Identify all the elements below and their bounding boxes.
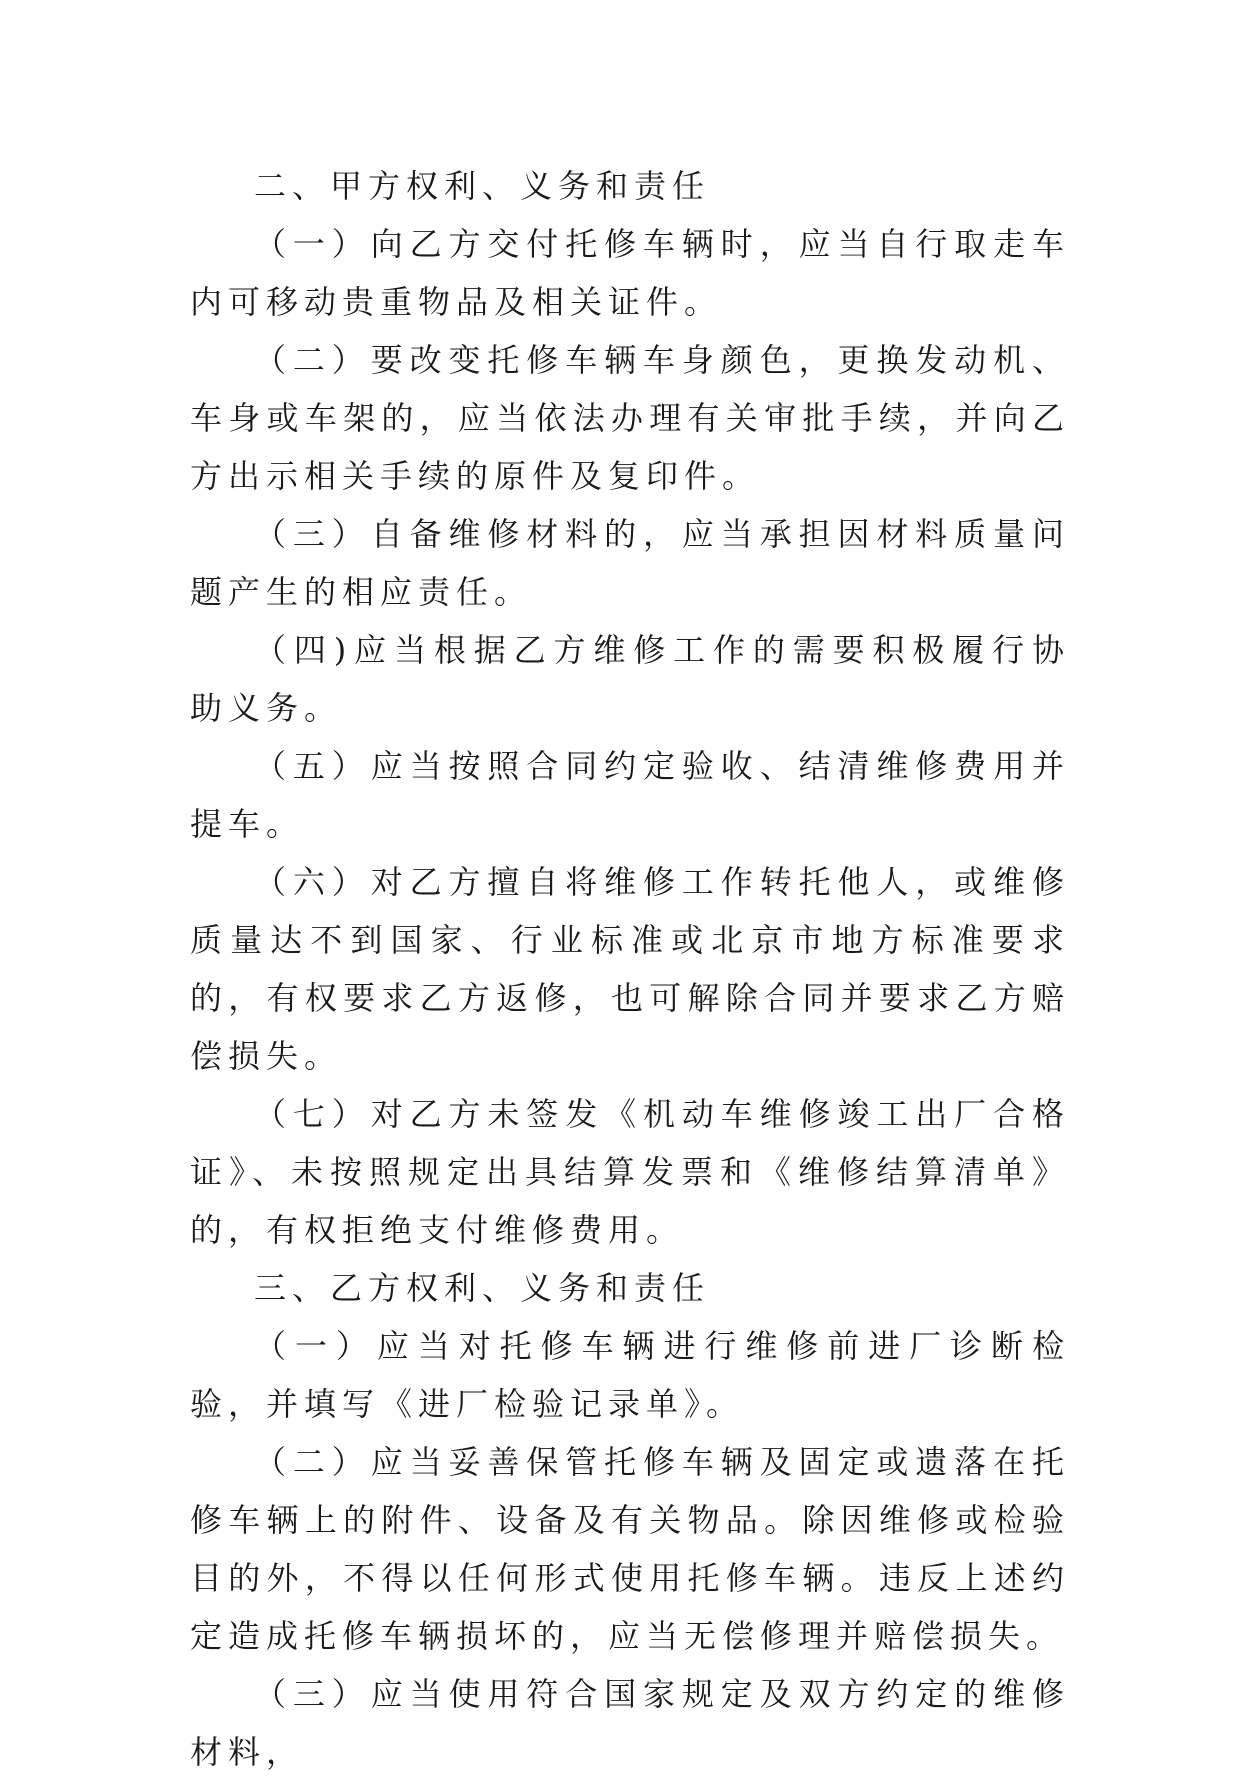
clause-b-2: （二）应当妥善保管托修车辆及固定或遗落在托修车辆上的附件、设备及有关物品。除因维修或检验目的外，不得以任何形式使用托修车辆。违反上述约定造成托修车辆损坏的，应当无偿修理并赔偿损失。 [190,1443,1070,1655]
clause-a-1: （一）向乙方交付托修车辆时，应当自行取走车内可移动贵重物品及相关证件。 [190,225,1070,321]
section-heading-party-a: 二、甲方权利、义务和责任 [254,167,711,205]
section-heading-party-b: 三、乙方权利、义务和责任 [254,1269,711,1307]
clause-a-2: （二）要改变托修车辆车身颜色，更换发动机、车身或车架的，应当依法办理有关审批手续，并向乙方出示相关手续的原件及复印件。 [190,341,1070,495]
clause-a-7: （七）对乙方未签发《机动车维修竣工出厂合格证》、未按照规定出具结算发票和《维修结算清单》的，有权拒绝支付维修费用。 [190,1095,1070,1249]
clause-a-3: （三）自备维修材料的，应当承担因材料质量问题产生的相应责任。 [190,515,1070,611]
clause-b-1: （一）应当对托修车辆进行维修前进厂诊断检验，并填写《进厂检验记录单》。 [190,1327,1070,1423]
clause-b-3: （三）应当使用符合国家规定及双方约定的维修材料， [190,1675,1070,1771]
clause-a-6: （六）对乙方擅自将维修工作转托他人，或维修质量达不到国家、行业标准或北京市地方标准要求的，有权要求乙方返修，也可解除合同并要求乙方赔偿损失。 [190,863,1070,1075]
clause-a-4: （四)应当根据乙方维修工作的需要积极履行协助义务。 [190,631,1070,727]
clause-a-5: （五）应当按照合同约定验收、结清维修费用并提车。 [190,747,1070,843]
document-body [190,157,1070,1781]
